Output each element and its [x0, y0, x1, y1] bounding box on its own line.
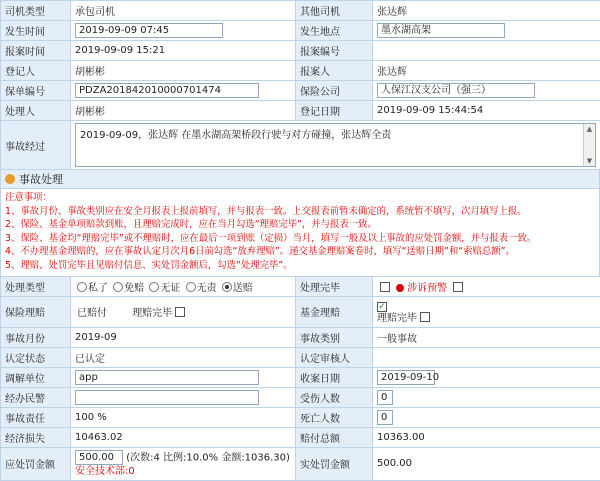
reporter-value: 张达辉	[373, 61, 600, 81]
row-loss	[1, 427, 600, 447]
other-driver-label: 其他司机	[296, 1, 373, 21]
occur-time-label: 发生时间	[1, 21, 71, 41]
reporter-label: 报案人	[296, 61, 373, 81]
scroll-up-icon[interactable]: ▲	[584, 124, 595, 134]
safety-officer-text: 安全技术部:0	[75, 465, 291, 478]
notice-line: 3、保险、基金均“理赔完毕”或不理赔时，应在最后一项到账（定损）当月，填写一般及以上事故的应处罚金额，并与报表一致。	[5, 232, 595, 246]
handle-type-group	[71, 276, 296, 296]
receive-date-input[interactable]: 2019-09-10	[377, 370, 435, 385]
fund-claim-checkbox[interactable]: ✓	[377, 302, 387, 312]
process-label: 事故经过	[1, 121, 71, 170]
row-handle-type	[1, 276, 600, 296]
handle-done-label: 处理完毕	[296, 276, 373, 296]
process-textarea[interactable]	[75, 123, 596, 167]
notice-title: 注意事项：	[5, 191, 595, 205]
occur-time-input[interactable]: 2019-09-09 07:45	[75, 23, 223, 38]
report-no-value	[373, 41, 600, 61]
accident-month-value: 2019-09	[71, 327, 296, 347]
gear-icon	[5, 174, 15, 184]
handle-done-checkbox[interactable]	[380, 282, 390, 292]
row-police	[1, 387, 600, 407]
handler-label: 处理人	[1, 101, 71, 121]
receive-date-label: 收案日期	[296, 367, 373, 387]
driver-type-value: 承包司机	[71, 1, 296, 21]
radio-exempt[interactable]	[113, 282, 123, 292]
econ-loss-label: 经济损失	[1, 427, 71, 447]
penalty-info: (次数:4 比例:10.0% 金额:1036.30)	[126, 452, 290, 463]
section-header	[0, 170, 600, 189]
radio-label: 送赔	[233, 283, 253, 294]
reg-date-label: 登记日期	[296, 101, 373, 121]
confirm-reviewer-value	[373, 347, 600, 367]
occur-place-label: 发生地点	[296, 21, 373, 41]
radio-no-license[interactable]	[149, 282, 159, 292]
injured-label: 受伤人数	[296, 387, 373, 407]
other-driver-value: 张达辉	[373, 1, 600, 21]
process-scrollbar[interactable]	[583, 124, 595, 166]
row-penalty	[1, 447, 600, 480]
handler-value: 胡彬彬	[71, 101, 296, 121]
notice-line: 2、保险、基金单项赔款到账，且理赔完成时，应在当月勾选“理赔完毕”，并与报表一致。	[5, 218, 595, 232]
confirm-status-value: 已认定	[71, 347, 296, 367]
police-label: 经办民警	[1, 387, 71, 407]
total-comp-value: 10363.00	[373, 427, 600, 447]
row-driver	[1, 1, 600, 21]
reg-date-value: 2019-09-09 15:44:54	[373, 101, 600, 121]
row-mediation	[1, 367, 600, 387]
report-time-label: 报案时间	[1, 41, 71, 61]
econ-loss-value: 10463.02	[71, 427, 296, 447]
accident-month-label: 事故月份	[1, 327, 71, 347]
report-no-label: 报案编号	[296, 41, 373, 61]
radio-send-claim[interactable]	[222, 282, 232, 292]
radio-label: 免赔	[124, 283, 144, 294]
accident-category-label: 事故类别	[296, 327, 373, 347]
registrant-label: 登记人	[1, 61, 71, 81]
confirm-reviewer-label: 认定审核人	[296, 347, 373, 367]
penalty-actual-label: 实处罚金额	[296, 447, 373, 480]
police-input[interactable]	[75, 390, 259, 405]
row-registrant	[1, 61, 600, 81]
accident-category-value: 一般事故	[373, 327, 600, 347]
handle-type-label: 处理类型	[1, 276, 71, 296]
notice-box	[0, 189, 600, 276]
complaint-warning-checkbox[interactable]	[453, 282, 463, 292]
claim-done-checkbox[interactable]	[175, 307, 185, 317]
process-text: 2019-09-09，张达辉 在墨水湖高架桥段行驶与对方碰撞，张达辉全责	[80, 130, 391, 141]
scroll-down-icon[interactable]: ▼	[584, 156, 595, 166]
row-handler	[1, 101, 600, 121]
death-label: 死亡人数	[296, 407, 373, 427]
insurer-label: 保险公司	[296, 81, 373, 101]
row-occur	[1, 21, 600, 41]
mediation-input[interactable]: app	[75, 370, 259, 385]
fund-claim-done-checkbox[interactable]	[420, 312, 430, 322]
injured-input[interactable]: 0	[377, 390, 393, 405]
responsibility-label: 事故责任	[1, 407, 71, 427]
claim-done-text: 理赔完毕	[132, 308, 172, 319]
notice-line: 1、事故月份、事故类别应在安全月报表上报前填写，并与报表一致。上交报表前暂未确定的，系统暂不填写，次月填写上报。	[5, 205, 595, 219]
fund-claim-done-text: 理赔完毕	[377, 313, 417, 324]
mediation-label: 调解单位	[1, 367, 71, 387]
row-confirm	[1, 347, 600, 367]
section-title: 事故处理	[19, 173, 63, 186]
policy-no-input[interactable]: PDZA201842010000701474	[75, 83, 259, 98]
row-responsibility	[1, 407, 600, 427]
row-report	[1, 41, 600, 61]
penalty-due-label: 应处罚金额	[1, 447, 71, 480]
row-claims	[1, 296, 600, 327]
handling-table	[0, 276, 600, 481]
radio-private[interactable]	[77, 282, 87, 292]
radio-label: 无责	[197, 283, 217, 294]
notice-line: 5、理赔、处罚完毕且见赔付信息、实处罚金额后，勾选“处理完毕”。	[5, 259, 595, 273]
accident-info-table	[0, 0, 600, 170]
radio-label: 私了	[88, 283, 108, 294]
responsibility-value: 100 %	[71, 407, 296, 427]
registrant-value: 胡彬彬	[71, 61, 296, 81]
driver-type-label: 司机类型	[1, 1, 71, 21]
total-comp-label: 赔付总额	[296, 427, 373, 447]
row-policy	[1, 81, 600, 101]
insurer-input[interactable]: 人保江汉支公司（强三）	[377, 83, 535, 98]
report-time-value: 2019-09-09 15:21	[71, 41, 296, 61]
paid-text: 已赔付	[77, 308, 107, 319]
penalty-due-input[interactable]: 500.00	[75, 450, 123, 465]
occur-place-input[interactable]: 墨水湖高架	[377, 23, 505, 38]
row-month	[1, 327, 600, 347]
fund-claim-label: 基金理赔	[296, 296, 373, 327]
confirm-status-label: 认定状态	[1, 347, 71, 367]
radio-no-fault[interactable]	[186, 282, 196, 292]
radio-label: 无证	[160, 283, 180, 294]
complaint-warning-label: 涉诉预警	[407, 283, 447, 294]
insurance-claim-label: 保险理赔	[1, 296, 71, 327]
death-input[interactable]: 0	[377, 410, 393, 425]
policy-no-label: 保单编号	[1, 81, 71, 101]
warning-flag-icon	[396, 284, 404, 292]
penalty-actual-value: 500.00	[373, 447, 600, 480]
notice-line: 4、不办理基金理赔的，应在事故认定月次月6日前勾选“放弃理赔”。递交基金理赔案卷时，填写“送赔日期”和“索赔总额”。	[5, 245, 595, 259]
row-process	[1, 121, 600, 170]
